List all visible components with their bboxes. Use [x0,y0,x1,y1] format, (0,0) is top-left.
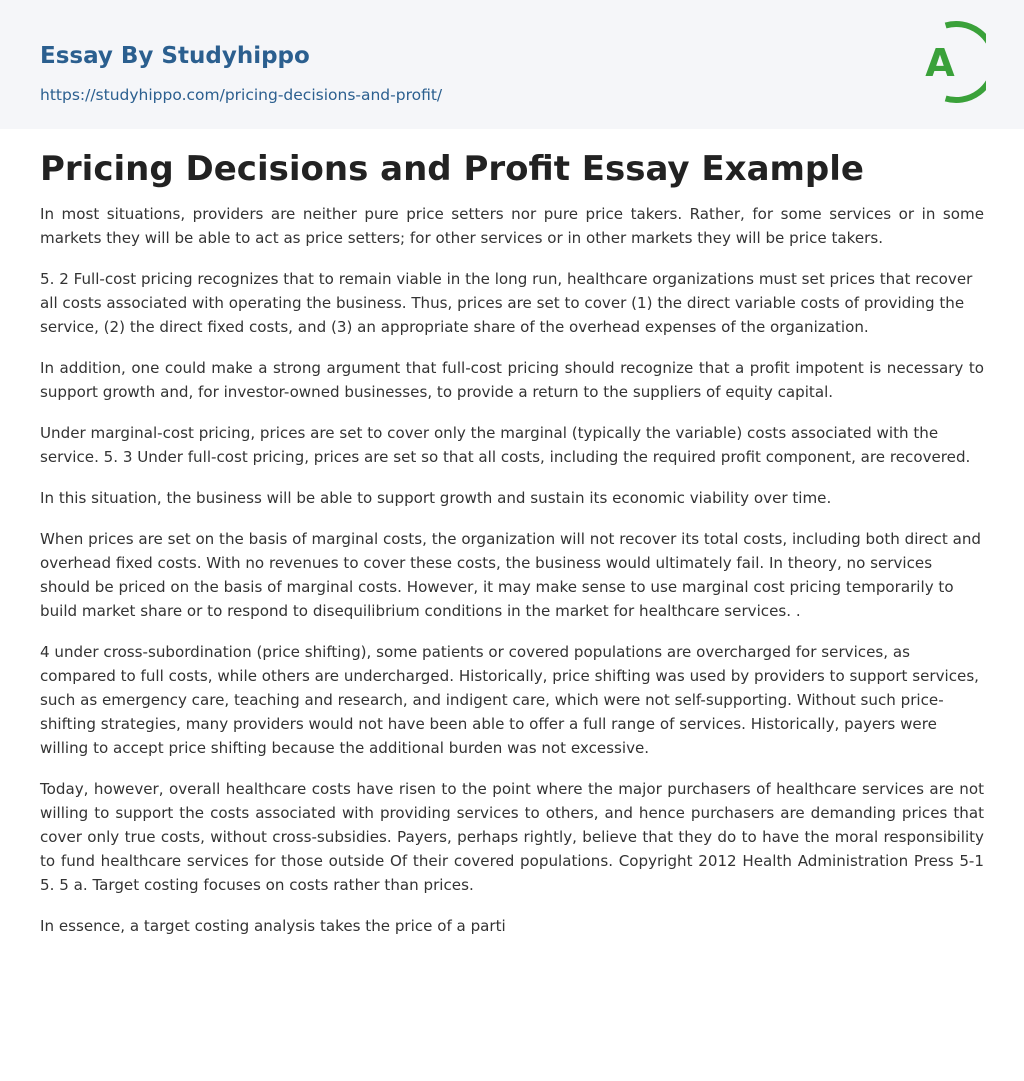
article-paragraph: Today, however, overall healthcare costs have risen to the point where the major purchasers of healthcare services are not willing to support the costs associated with providing services to others, and hence purchasers are demanding prices that cover only true costs, without cross-subsidies. Payers, perhaps rightly, believe that they do to have the moral responsibility to fund healthcare services for those outside Of their covered populations. Copyright 2012 Health Administration Press 5-1 5. 5 a. Target costing focuses on costs rather than prices. [40,780,984,894]
article [0,129,1024,938]
page-title: Pricing Decisions and Profit Essay Example [40,149,864,189]
studyhippo-logo-icon[interactable] [914,19,986,105]
article-paragraph: In addition, one could make a strong argument that full-cost pricing should recognize that a profit impotent is necessary to support growth and, for investor-owned businesses, to provide a return to the suppliers of equity capital. [40,359,984,401]
article-paragraph: In most situations, providers are neither pure price setters nor pure price takers. Rather, for some services or in some markets they will be able to act as price setters; for other services or in other markets they will be price takers. [40,205,984,247]
site-header [0,0,1024,129]
site-title[interactable]: Essay By Studyhippo [40,43,310,69]
article-paragraph: In essence, a target costing analysis takes the price of a parti [40,917,506,935]
article-paragraph: 4 under cross-subordination (price shifting), some patients or covered populations are overcharged for services, as compared to full costs, while others are undercharged. Historically, price shifting was used by providers to support services, such as emergency care, teaching and research, and indigent care, which were not self-supporting. Without such price-shifting strategies, many providers would not have been able to offer a full range of services. Historically, payers were willing to accept price shifting because the additional burden was not excessive. [40,643,979,757]
article-paragraph: When prices are set on the basis of marginal costs, the organization will not recover its total costs, including both direct and overhead fixed costs. With no revenues to cover these costs, the business would ultimately fail. In theory, no services should be priced on the basis of marginal costs. However, it may make sense to use marginal cost pricing temporarily to build market share or to respond to disequilibrium conditions in the market for healthcare services. . [40,530,981,620]
article-paragraph: In this situation, the business will be able to support growth and sustain its economic viability over time. [40,489,832,507]
article-paragraph: 5. 2 Full-cost pricing recognizes that to remain viable in the long run, healthcare organizations must set prices that recover all costs associated with operating the business. Thus, prices are set to cover (1) the direct variable costs of providing the service, (2) the direct fixed costs, and (3) an appropriate share of the overhead expenses of the organization. [40,270,973,336]
logo-letter: A [925,41,955,85]
article-paragraph: Under marginal-cost pricing, prices are set to cover only the marginal (typically the variable) costs associated with the service. 5. 3 Under full-cost pricing, prices are set so that all costs, including the required profit component, are recovered. [40,424,971,466]
source-url-link[interactable]: https://studyhippo.com/pricing-decisions-and-profit/ [40,86,443,104]
